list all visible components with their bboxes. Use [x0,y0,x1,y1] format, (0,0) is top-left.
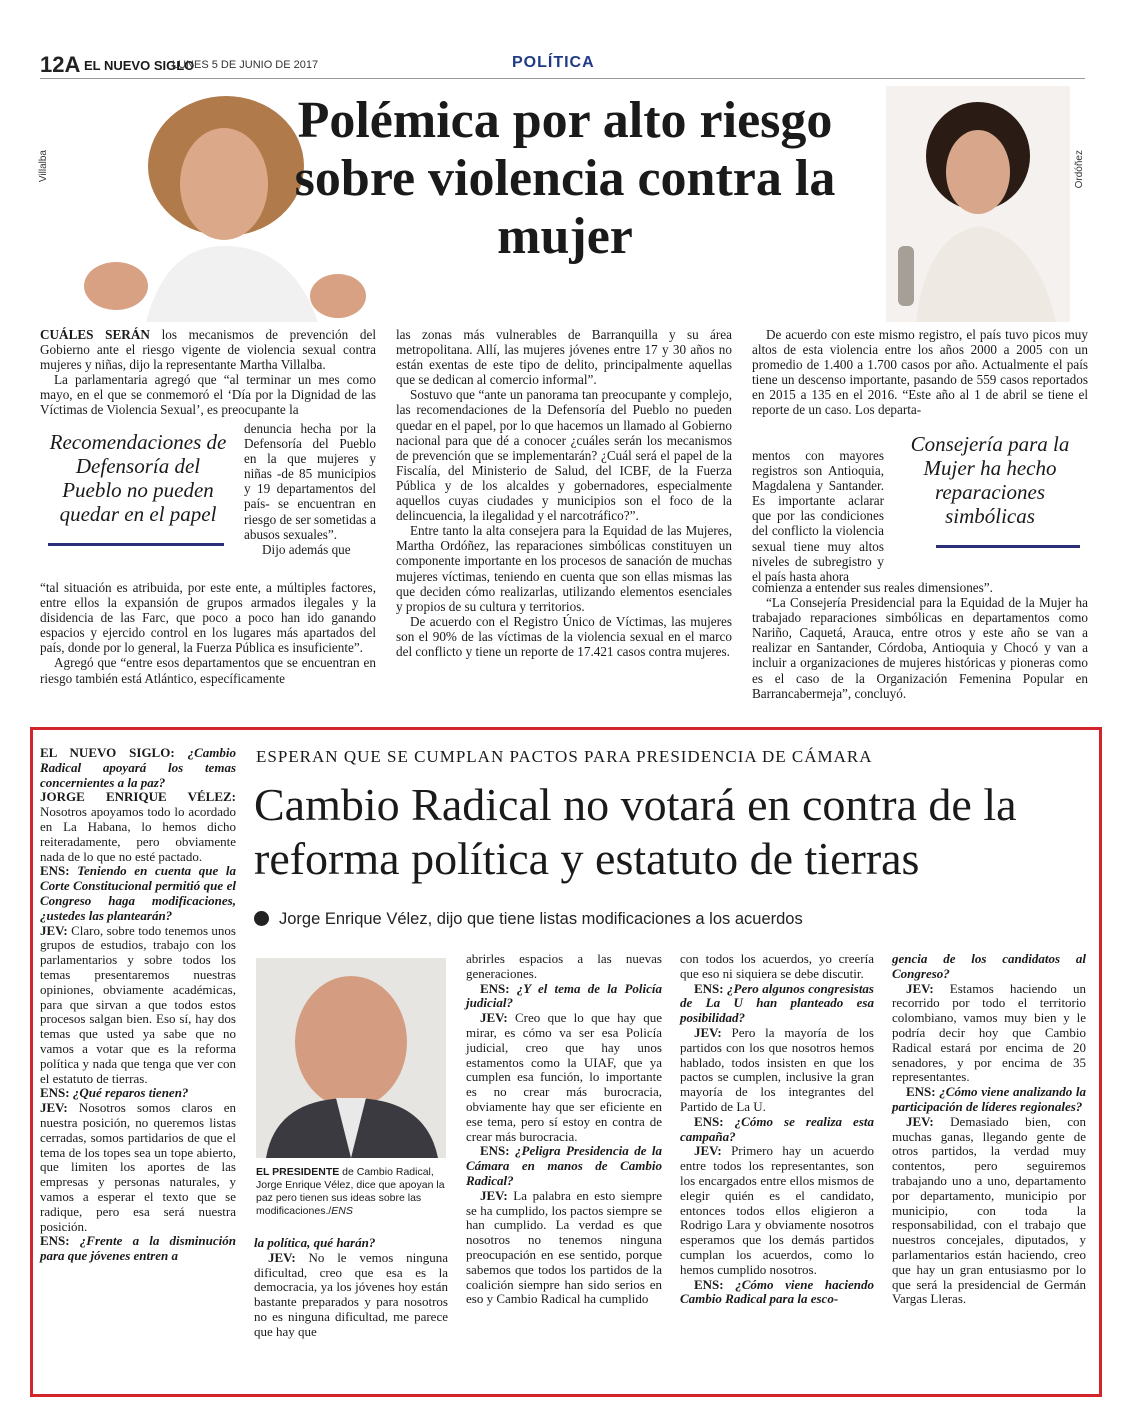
question: ¿Peligra Presidencia de la Cámara en manos de Cambio Radical? [466,1143,662,1188]
speaker-label: ENS: [694,1113,724,1129]
question: ¿Cómo viene analizando la participación de líderes regionales? [892,1084,1086,1114]
article-column-3-wrap [752,448,884,584]
answer: Primero hay un acuerdo entre todos los representantes, son los encargados entre ellos mismos de elegir quién es el candidato, entonces todos ellos eligieron a Rodrigo Lara y obviamente nosotros esperamos que los demás partidos cumplan los acuerdos, como lo hemos cumplido nosotros. [680,1143,874,1277]
speaker-label: ENS: [40,863,70,879]
newspaper-name: EL NUEVO SIGLO [84,58,195,73]
article-column-1 [40,327,376,418]
box-headline: Cambio Radical no votará en contra de la reforma política y estatuto de tierras [254,779,1017,884]
paragraph: “tal situación es atribuida, por este ente, a múltiples factores, entre ellos la expansión de grupos armados ilegales y la disidencia de las Farc, que poco a poco han ido ganando espacios y ejercido control en los lugares más apartados del país, donde por lo general, la Fuerza Pública es insuficiente”. [40,580,376,656]
masthead [40,52,1085,78]
question: ¿Cambio Radical apoyará los temas concernientes a la paz? [40,745,236,790]
paragraph: denuncia hecha por la Defensoría del Pueblo en la que mujeres y niñas -de 85 municipios y 19 departamentos del país- se encuentran en riesgo de ser sometidas a abusos sexuales”. [244,421,376,542]
speaker-label: ENS: [906,1084,936,1100]
interview-column-3 [466,952,662,1307]
answer: abrirles espacios a las nuevas generaciones. [466,951,662,981]
answer: La palabra en esto siempre se ha cumplido, los pactos siempre se han cumplido. La verdad es que nosotros no tenemos ninguna preocupación en ese sentido, porque sabemos que todos los partidos de la coalición siempre han sido serios en eso y Cambio Radical ha cumplido [466,1187,662,1307]
caption-text: de Cambio Radical, Jorge Enrique Vélez, dice que apoyan la paz pero tienen sus ideas sobre las modificaciones./ [256,1166,445,1217]
photo-right-caption: Ordóñez [1074,150,1085,189]
bullet-icon [254,911,269,926]
paragraph: las zonas más vulnerables de Barranquilla y su área metropolitana. Allí, las mujeres jóvenes entre 17 y 30 años no están exentas de este tipo de delito, principalmente aquellas que se dedican al comercio informal”. [396,327,732,388]
article-column-1-bottom [40,580,376,686]
pull-quote-left: Recomendaciones de Defensoría del Pueblo no pueden quedar en el papel [49,430,227,526]
question: gencia de los candidatos al Congreso? [892,951,1086,981]
speaker-label: JEV: [40,922,68,938]
box-kicker: ESPERAN QUE SE CUMPLAN PACTOS PARA PRESIDENCIA DE CÁMARA [256,747,873,766]
photo-left-caption: Villalba [38,150,49,183]
lead-in: CUÁLES SERÁN [40,327,150,342]
paragraph: De acuerdo con este mismo registro, el país tuvo picos muy altos de esta violencia entre los años 2000 a 2005 con un promedio de 1.400 a 1.700 casos por año. Actualmente el país tiene un descenso importante, pasando de 559 casos reportados en 2015 a 135 en el 2016. “Este año al 1 de abril se tiene el reporte de un caso. Los departa- [752,327,1088,418]
ordonez-photo [886,86,1070,322]
speaker-label: JEV: [906,1113,934,1129]
paragraph: Sostuvo que “ante un panorama tan preocupante y complejo, las recomendaciones de la Defensoría del Pueblo no pueden quedar en el papel, por lo que hacemos un llamado al Gobierno nacional para que dé a conocer ¿cuáles serán los mecanismos de prevención que se implementarán? ¿Cuál será el papel de la Fiscalía, del Ministerio de Salud, del ICBF, de la Fuerza Pública y de los alcaldes y gobernadores, especialmente aquellos cuyas ciudades y municipios son el foco de la delincuencia, la ilegalidad y el narcotráfico?”. [396,387,732,524]
answer: Claro, sobre todo tenemos unos grupos de estudios, trabajo con los parlamentarios y sobre todos los temas presentaremos nuestras opiniones, obviamente académicas, para que sirvan a que todos estos procesos salgan bien. Eso sí, hay dos temas que usted ya sabe que no vamos a votar que es la reforma política y nada que tenga que ver con el estatuto de tierras. [40,922,236,1086]
interview-column-1 [40,746,236,1264]
paragraph: Entre tanto la alta consejera para la Equidad de las Mujeres, Martha Ordóñez, las reparaciones simbólicas constituyen un componente importante en los procesos de sanación de muchas mujeres víctimas, teniendo en cuenta que son ellas mismas las que deciden cómo realizarlas, utilizando elementos esenciales y propios de su cultura y territorios. [396,523,732,614]
interview-column-5 [892,952,1086,1307]
article-column-1-wrap [244,421,376,557]
paragraph: Agregó que “entre esos departamentos que se encuentran en riesgo también está Atlántico, específicamente [40,655,376,686]
pull-quote-rule [936,545,1080,548]
speaker-label: JEV: [906,980,934,996]
speaker-label: ENS: [40,1085,70,1101]
answer: con todos los acuerdos, yo creería que eso ni siquiera se debe discutir. [680,951,874,981]
photo-caption [256,1166,446,1218]
page-number: 12A [40,52,81,77]
paragraph: mentos con mayores registros son Antioquia, Magdalena y Santander. Es importante aclarar que por las condiciones del conflicto la violencia sexual tiene muy altos niveles de subregistro y el país hasta ahora [752,448,884,584]
box-dek-text: Jorge Enrique Vélez, dijo que tiene listas modificaciones a los acuerdos [279,910,803,928]
paragraph: De acuerdo con el Registro Único de Víctimas, las mujeres son el 90% de las víctimas de la violencia sexual en el marco del conflicto y tiene un reporte de 17.421 casos contra mujeres. [396,613,732,659]
speaker-label: EL NUEVO SIGLO: [40,745,175,760]
speaker-label: JEV: [268,1249,296,1265]
interview-column-2 [254,1236,448,1340]
speaker-label: ENS: [694,1276,724,1292]
question: ¿Frente a la disminución para que jóvenes entren a [40,1233,236,1264]
question: Teniendo en cuenta que la Corte Constitucional permitió que el Congreso haga modificaciones, ¿ustedes las plantearán? [40,863,236,923]
masthead-rule [40,78,1085,79]
man-portrait-icon [256,958,446,1158]
speaker-label: JEV: [694,1143,722,1159]
question: la política, qué harán? [254,1235,376,1250]
question: ¿Qué reparos tienen? [69,1085,189,1101]
issue-date: LUNES 5 DE JUNIO DE 2017 [172,59,319,71]
woman-portrait-icon [886,86,1070,322]
speaker-label: ENS: [480,980,510,996]
article-column-2 [396,327,732,659]
paragraph: Dijo además que [262,541,351,557]
speaker-label: JEV: [40,1100,68,1116]
paragraph: La parlamentaria agregó que “al terminar un mes como mayo, en el que se conmemoró el ‘Día por la Dignidad de las Víctimas de Violencia Sexual’, es preocupante la [40,372,376,418]
article-column-3 [752,327,1088,418]
section-name: POLÍTICA [512,54,595,71]
answer: Estamos haciendo un recorrido por todo el territorio colombiano, vamos muy bien y le podría decir hoy que Cambio Radical estará por encima de 20 senadores, y por encima de 35 representantes. [892,980,1086,1085]
answer: No le vemos ninguna dificultad, creo que esa es la democracia, ya los jóvenes hoy están bastante preparados y para nosotros no es ninguna dificultad, me parece que hay que [254,1249,448,1339]
paragraph: los mecanismos de prevención del Gobierno ante el riesgo vigente de violencia sexual contra mujeres y niñas, dijo la representante Martha Villalba. [40,327,376,373]
question: ¿Cómo viene haciendo Cambio Radical para la esco- [680,1276,874,1307]
answer: Demasiado bien, con muchas ganas, llegando gente de otros partidos, la verdad muy contentos, pero seguiremos trabajando uno a uno, departamento por departamento, municipio por municipio, con toda la responsabilidad, con el trabajo que nuestros concejales, diputados, y parlamentarios están haciendo, creo que hay un gran entusiasmo por lo que será la presidencial de Germán Vargas Lleras. [892,1113,1086,1307]
answer: Nosotros apoyamos todo lo acordado en La Habana, lo hemos dicho reiteradamente, pero obviamente nada de lo que no esté pactado. [40,804,236,864]
answer: Pero la mayoría de los partidos con los que nosotros hemos hablado, todos insisten en que los pactos se cumplen, inclusive la gran mayoría de los integrantes del Partido de La U. [680,1024,874,1114]
paragraph: comienza a entender sus reales dimensiones”. [752,580,993,595]
interview-column-4 [680,952,874,1307]
speaker-label: JEV: [480,1010,508,1026]
question: ¿Cómo se realiza esta campaña? [680,1113,874,1144]
velez-photo [256,958,446,1158]
caption-lead: EL PRESIDENTE [256,1166,340,1178]
article-column-3-bottom [752,580,1088,701]
speaker-label: JEV: [480,1187,508,1203]
question: ¿Y el tema de la Policía judicial? [466,980,662,1011]
paragraph: “La Consejería Presidencial para la Equidad de la Mujer ha trabajado reparaciones simbólicas en departamentos como Nariño, Caquetá, Arauca, entre otros y este año se van a realizar en Santander, Córdoba, Antioquia y Chocó y van a incluir a organizaciones de mujeres históricas y pioneras como es el caso de la Organización Femenina Popular en Barrancabermeja”, concluyó. [752,595,1088,701]
box-dek [254,910,803,929]
question: ¿Pero algunos congresistas de La U han planteado esa posibilidad? [680,980,874,1026]
speaker-label: JORGE ENRIQUE VÉLEZ: [40,789,236,805]
answer: Creo que lo que hay que mirar, es cómo va ser esa Policía judicial, creo que hay unos estamentos como la UIAF, que ya cumplen esa función, lo importante es no crear más burocracia, obviamente hay que ser eficiente en ese tema, pero sí estoy en contra de crear más burocracia. [466,1010,662,1144]
pull-quote-right: Consejería para la Mujer ha hecho reparaciones simbólicas [910,432,1070,528]
speaker-label: ENS: [40,1233,70,1249]
speaker-label: ENS: [480,1143,510,1159]
speaker-label: ENS: [694,980,724,996]
answer: Nosotros somos claros en nuestra posición, no queremos listas cerradas, somos partidarios de que el tema de los topes sea un tope abierto, que limiten los aportes de las empresas y personas naturales, y vamos a esperar el texto que se radique, pero esa será nuestra posición. [40,1100,236,1234]
speaker-label: JEV: [694,1024,722,1040]
photo-credit: ENS [331,1205,353,1217]
pull-quote-rule [48,543,224,546]
main-headline: Polémica por alto riesgo sobre violencia contra la mujer [294,92,836,265]
